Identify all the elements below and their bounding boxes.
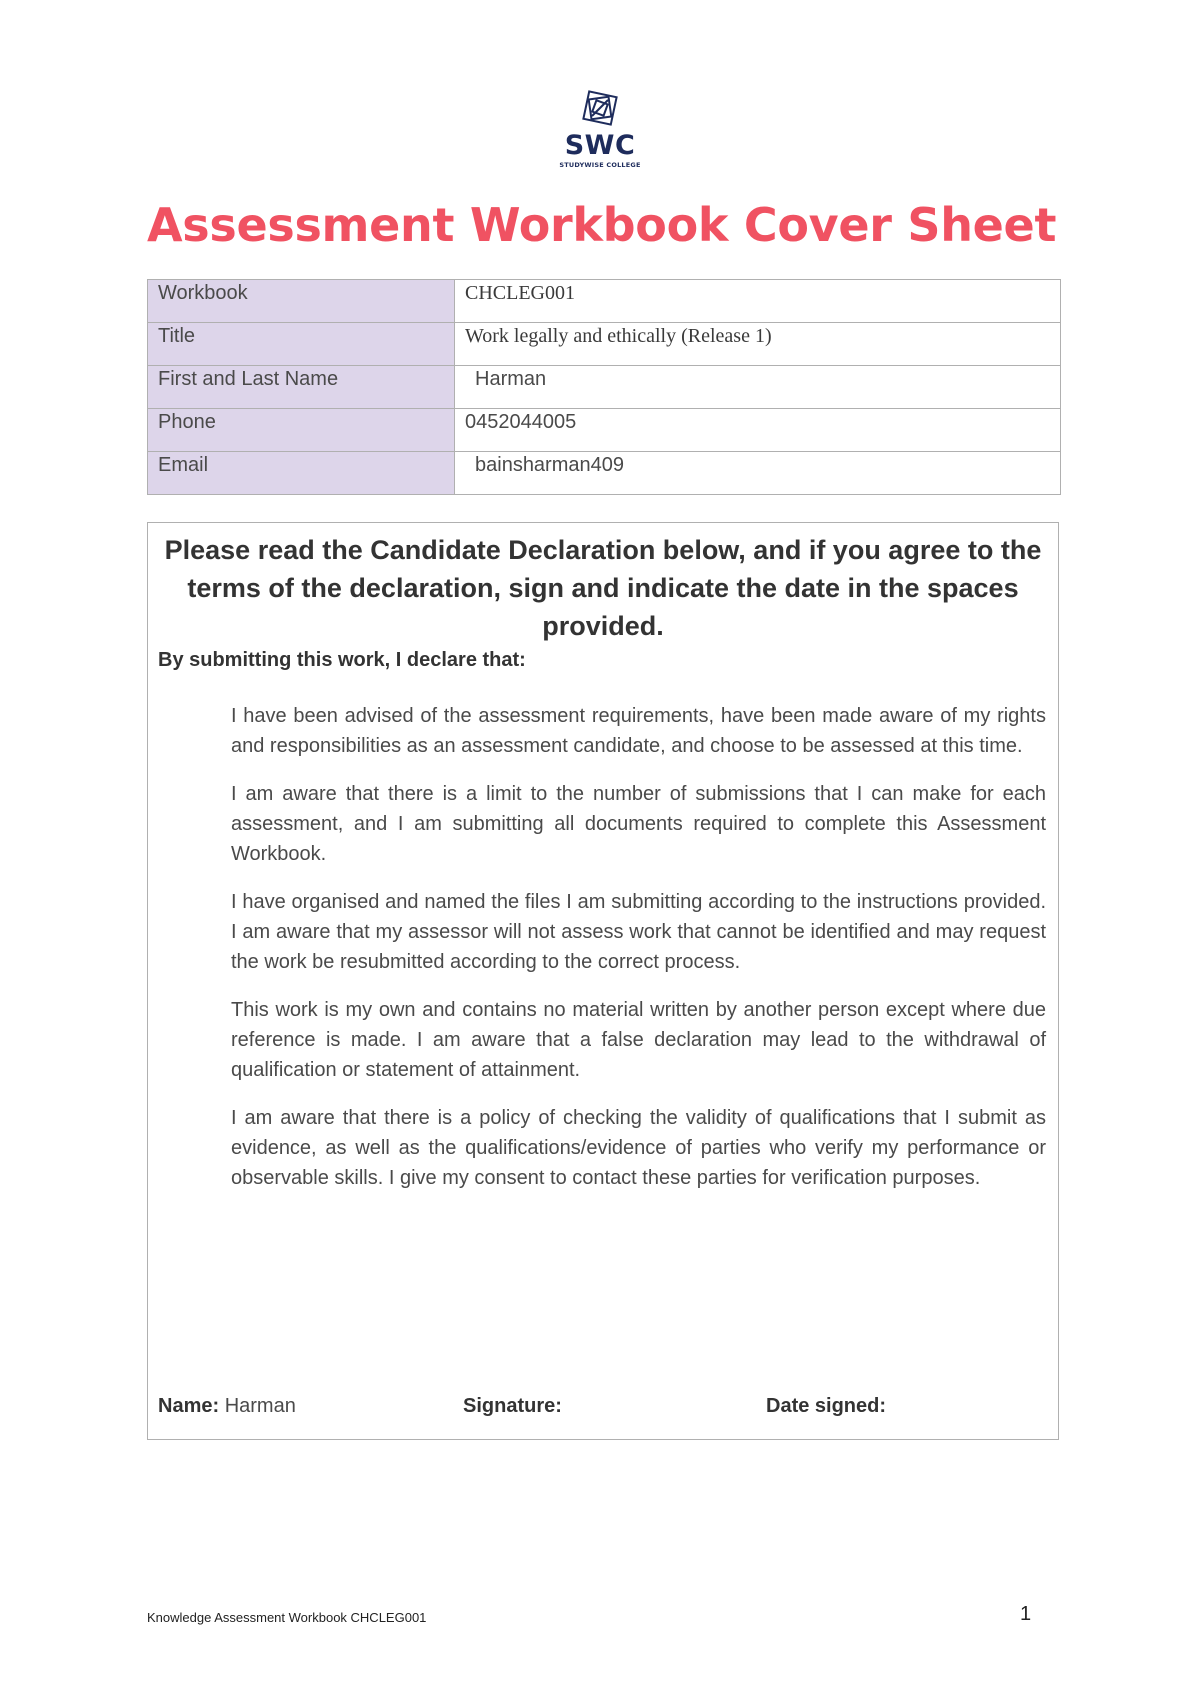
phone-label: Phone [148, 409, 455, 452]
page-title: Assessment Workbook Cover Sheet [147, 198, 1057, 252]
candidate-declaration-box [147, 522, 1059, 1440]
table-row [148, 366, 1061, 409]
signature-label: Signature: [463, 1395, 562, 1417]
name-field[interactable]: Harman [455, 366, 1061, 409]
title-label: Title [148, 323, 455, 366]
logo-subtitle: STUDYWISE COLLEGE [559, 161, 641, 169]
table-row [148, 280, 1061, 323]
logo-emblem-icon [578, 86, 622, 130]
name-entry-value[interactable]: Harman [224, 1395, 296, 1417]
table-row [148, 452, 1061, 495]
phone-field[interactable]: 0452044005 [455, 409, 1061, 452]
name-entry-label: Name: [158, 1395, 220, 1417]
page-number: 1 [1020, 1603, 1032, 1625]
table-row [148, 323, 1061, 366]
date-signed-label: Date signed: [766, 1395, 887, 1417]
date-signed-entry[interactable] [766, 1395, 886, 1418]
logo-name: SWC [564, 130, 636, 161]
footer-text: Knowledge Assessment Workbook CHCLEG001 [147, 1610, 427, 1625]
workbook-value: CHCLEG001 [455, 280, 1061, 323]
declaration-intro: By submitting this work, I declare that: [158, 649, 526, 671]
declaration-item: I am aware that there is a limit to the number of submissions that I can make for each assessment, and I am submitting all documents required to complete this Assessment Workbook. [231, 783, 1046, 865]
college-logo [555, 86, 645, 176]
email-field[interactable]: bainsharman409 [455, 452, 1061, 495]
declaration-item: This work is my own and contains no material written by another person except where due reference is made. I am aware that a false declaration may lead to the withdrawal of qualification or statement of attainment. [231, 999, 1046, 1081]
declaration-list [231, 701, 1046, 1211]
name-entry [158, 1395, 296, 1418]
title-value: Work legally and ethically (Release 1) [455, 323, 1061, 366]
declaration-item: I am aware that there is a policy of checking the validity of qualifications that I submit as evidence, as well as the qualifications/evidence of parties who verify my performance or observable skills. I give my consent to contact these parties for verification purposes. [231, 1107, 1046, 1189]
declaration-item: I have been advised of the assessment requirements, have been made aware of my rights and responsibilities as an assessment candidate, and choose to be assessed at this time. [231, 705, 1046, 757]
signature-entry[interactable] [463, 1395, 562, 1418]
name-label: First and Last Name [148, 366, 455, 409]
declaration-item: I have organised and named the files I am submitting according to the instructions provided. I am aware that my assessor will not assess work that cannot be identified and may request the work be resubmitted according to the correct process. [231, 891, 1046, 973]
declaration-heading: Please read the Candidate Declaration below, and if you agree to the terms of the declaration, sign and indicate the date in the spaces provided. [164, 535, 1042, 641]
email-label: Email [148, 452, 455, 495]
workbook-label: Workbook [148, 280, 455, 323]
table-row [148, 409, 1061, 452]
workbook-info-table [147, 279, 1061, 495]
